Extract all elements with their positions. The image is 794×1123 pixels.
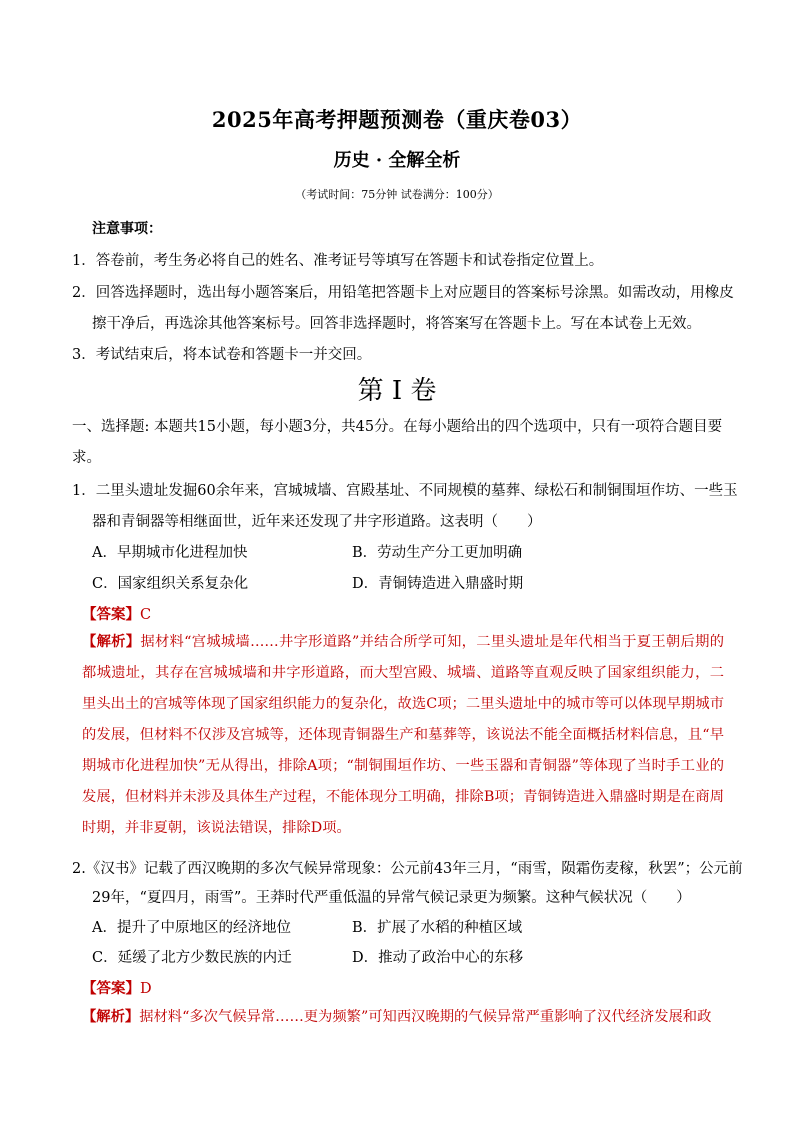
notice-item-1: 1．答卷前，考生务必将自己的姓名、准考证号等填写在答题卡和试卷指定位置上。 [72, 253, 604, 269]
notice-item-3: 3．考试结束后，将本试卷和答题卡一并交回。 [72, 347, 372, 363]
q2-option-d: D．推动了政治中心的东移 [352, 950, 524, 966]
q2-stem: 2.《汉书》记载了西汉晚期的多次气候异常现象：公元前43年三月，“雨雪，陨霜伤麦稼，秋罢”；公元前 [72, 861, 743, 877]
q2-stem-cont: 29年，“夏四月，雨雪”。王莽时代严重低温的异常气候记录更为频繁。这种气候状况（ ） [92, 890, 691, 906]
q2-explanation [82, 1002, 724, 1033]
q2-answer-value: D [140, 981, 152, 997]
page-subtitle: 历史 · 全解全析 [333, 150, 461, 171]
q1-answer-value: C [140, 607, 152, 623]
q1-stem: 1．二里头遗址发掘60余年来，宫城城墙、宫殿基址、不同规模的墓葬、绿松石和制铜围垣作坊、一些玉 [72, 483, 738, 499]
q2-answer [82, 977, 152, 998]
q2-option-a: A．提升了中原地区的经济地位 [92, 920, 291, 936]
q1-explanation-tag: 【解析】 [82, 634, 141, 650]
q1-option-c: C．国家组织关系复杂化 [92, 576, 249, 592]
q2-option-b: B．扩展了水稻的种植区域 [352, 920, 523, 936]
notice-item-2-cont: 擦干净后，再选涂其他答案标号。回答非选择题时，将答案写在答题卡上。写在本试卷上无效。 [92, 316, 701, 332]
q1-stem-cont: 器和青铜器等相继面世，近年来还发现了井字形道路。这表明（ ） [92, 514, 542, 530]
q1-option-b: B．劳动生产分工更加明确 [352, 545, 523, 561]
q1-explanation [82, 627, 724, 844]
q1-explanation-text: 据材料“宫城城墙……井字形道路”并结合所学可知，二里头遗址是年代相当于夏王朝后期的都城遗址，其存在宫城城墙和井字形道路，而大型宫殿、城墙、道路等直观反映了国家组织能力，二里头出土的宫城等体现了国家组织能力的复杂化，故选C项；二里头遗址中的城市等可以体现早期城市的发展，但材料不仅涉及宫城等，还体现青铜器生产和墓葬等，该说法不能全面概括材料信息，且“早期城市化进程加快”无从得出，排除A项；“制铜围垣作坊、一些玉器和青铜器”等体现了当时手工业的发展，但材料并未涉及具体生产过程，不能体现分工明确，排除B项；青铜铸造进入鼎盛时期是在商周时期，并非夏朝，该说法错误，排除D项。 [82, 634, 725, 836]
q2-answer-tag: 【答案】 [82, 980, 140, 997]
exam-info: （考试时间：75分钟 试卷满分：100分） [295, 188, 499, 201]
q2-explanation-text: 据材料“多次气候异常……更为频繁”可知西汉晚期的气候异常严重影响了汉代经济发展和政 [139, 1009, 712, 1025]
q1-answer-tag: 【答案】 [82, 606, 140, 623]
page-title: 2025年高考押题预测卷（重庆卷03） [211, 107, 583, 132]
section-intro-cont: 求。 [72, 450, 101, 466]
section-title: 第 I 卷 [357, 376, 437, 406]
q1-answer [82, 603, 151, 624]
q1-option-a: A．早期城市化进程加快 [92, 545, 248, 561]
notice-item-2: 2．回答选择题时，选出每小题答案后，用铅笔把答题卡上对应题目的答案标号涂黑。如需改动，用橡皮 [72, 285, 734, 301]
q2-explanation-tag: 【解析】 [82, 1009, 140, 1025]
q2-option-c: C．延缓了北方少数民族的内迁 [92, 950, 292, 966]
q1-option-d: D．青铜铸造进入鼎盛时期 [352, 576, 524, 592]
section-intro: 一、选择题: 本题共15小题，每小题3分，共45分。在每小题给出的四个选项中，只有一项符合题目要 [72, 419, 723, 435]
notice-heading: 注意事项： [92, 221, 162, 237]
